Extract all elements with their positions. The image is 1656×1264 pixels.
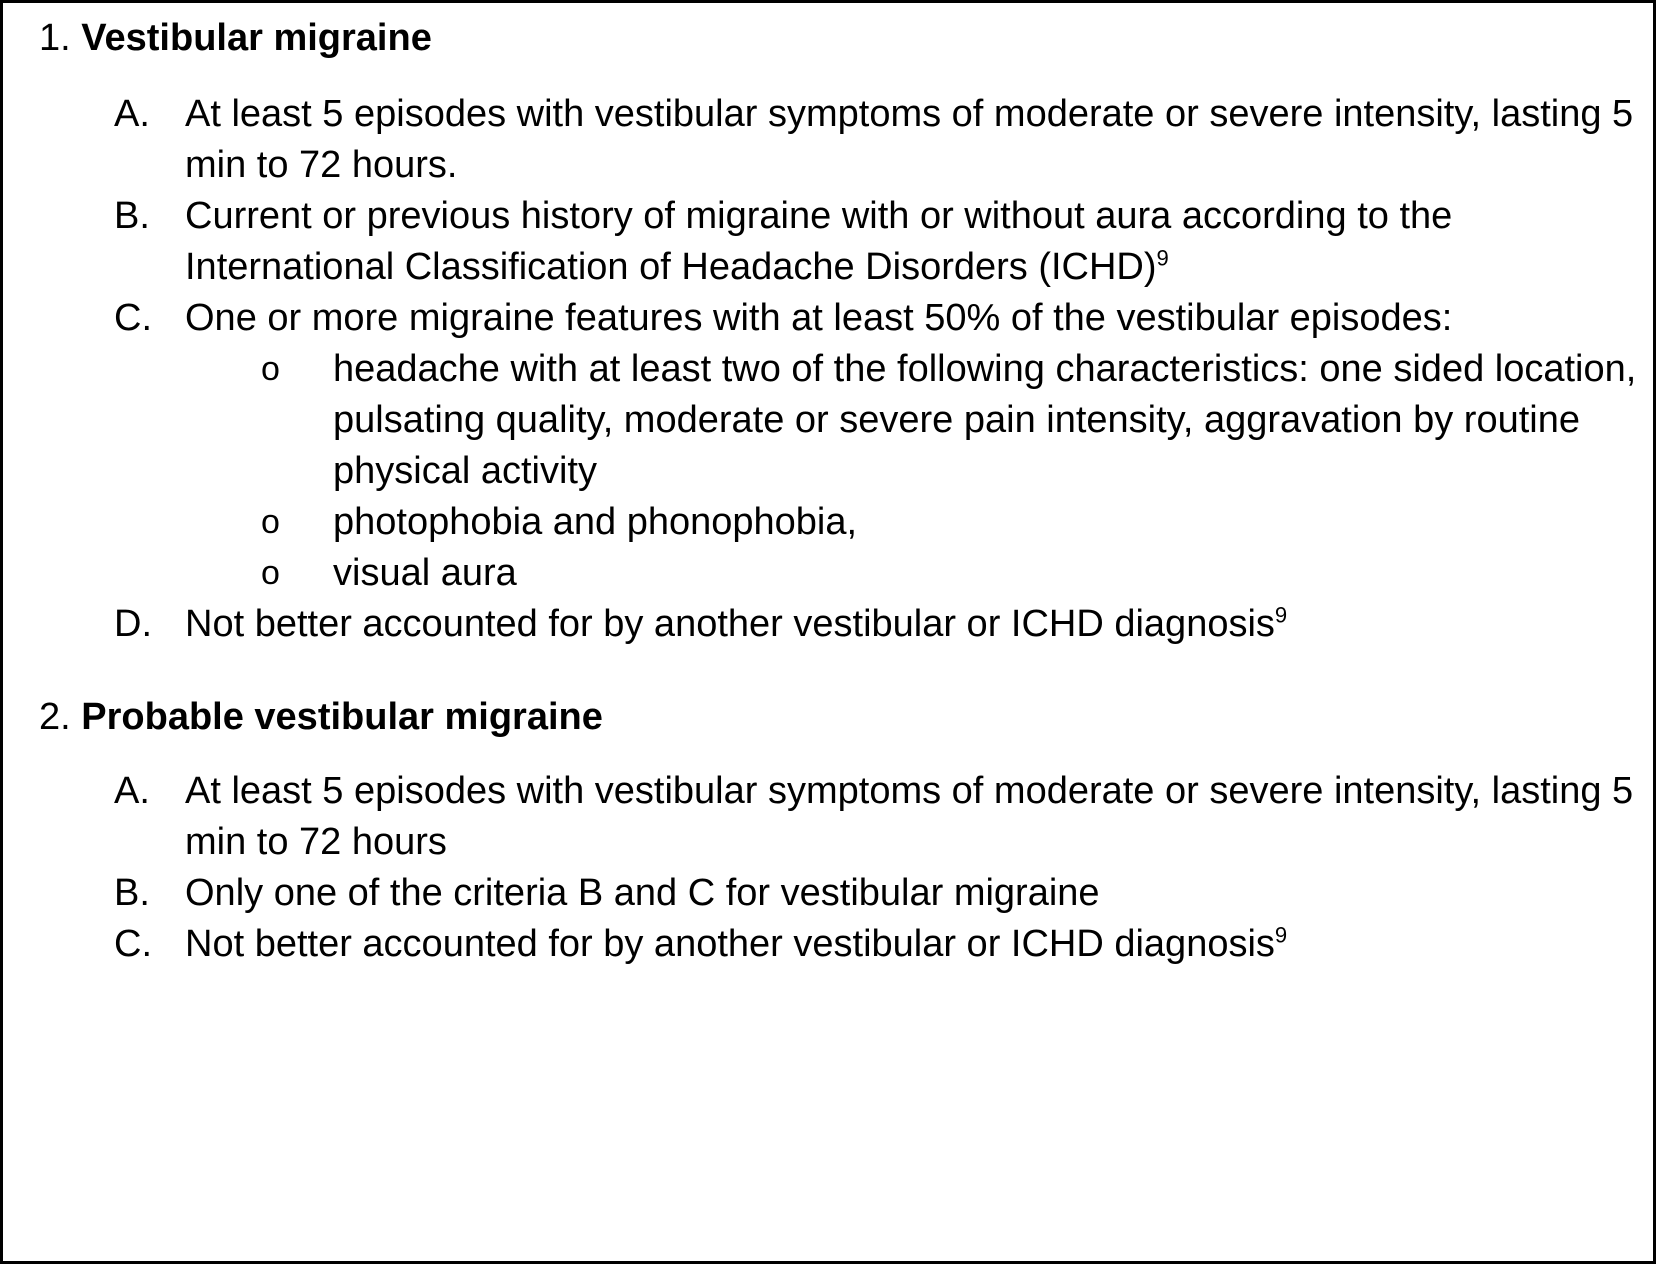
sub-list-item	[13, 344, 1643, 497]
list-item	[13, 919, 1643, 970]
list-item-text-body: Not better accounted for by another vestibular or ICHD diagnosis	[185, 923, 1275, 965]
sub-list-item	[13, 497, 1643, 548]
sub-list-item-text: photophobia and phonophobia,	[333, 501, 858, 543]
list-item	[13, 599, 1643, 650]
list-item	[13, 868, 1643, 919]
list-item-text	[185, 191, 1643, 293]
list-item	[13, 191, 1643, 293]
spacer	[13, 736, 1643, 766]
list-item-marker: A.	[114, 770, 150, 812]
list-item-marker: A.	[114, 93, 150, 135]
list-item	[13, 89, 1643, 191]
section-number-2: 2.	[39, 696, 71, 738]
list-item	[13, 766, 1643, 868]
sub-criteria-list	[185, 344, 1643, 599]
list-item-text: At least 5 episodes with vestibular symptoms of moderate or severe intensity, lasting 5 min to 72 hours	[185, 770, 1634, 863]
section-title-2: Probable vestibular migraine	[81, 696, 603, 738]
criteria-list-2	[13, 766, 1643, 970]
sub-list-item-marker: o	[261, 350, 280, 388]
spacer	[13, 57, 1643, 89]
reference-superscript: 9	[1274, 922, 1288, 948]
list-item-marker: D.	[114, 603, 152, 645]
list-item-marker: C.	[114, 923, 152, 965]
sub-list-item-text: headache with at least two of the following characteristics: one sided location, pulsating quality, moderate or severe pain intensity, aggravation by routine physical activity	[333, 348, 1637, 492]
reference-superscript: 9	[1274, 602, 1288, 628]
list-item-marker: B.	[114, 872, 150, 914]
list-item-text	[185, 599, 1643, 650]
sub-list-item-text: visual aura	[333, 552, 517, 594]
list-item-text: Only one of the criteria B and C for vestibular migraine	[185, 872, 1100, 914]
list-item-text: At least 5 episodes with vestibular symptoms of moderate or severe intensity, lasting 5 min to 72 hours.	[185, 93, 1634, 186]
sub-list-item-marker: o	[261, 554, 280, 592]
reference-superscript: 9	[1156, 245, 1169, 271]
criteria-content	[3, 3, 1653, 970]
criteria-list-1	[13, 89, 1643, 650]
list-item-text-body: Not better accounted for by another vestibular or ICHD diagnosis	[185, 603, 1275, 645]
list-item-marker: C.	[114, 297, 152, 339]
section-title-1: Vestibular migraine	[81, 17, 432, 59]
section-heading-1	[13, 19, 1643, 57]
sub-list-item-marker: o	[261, 503, 280, 541]
list-item-text	[185, 919, 1643, 970]
spacer	[13, 650, 1643, 698]
sub-list-item	[13, 548, 1643, 599]
list-item-marker: B.	[114, 195, 150, 237]
list-item-text: One or more migraine features with at least 50% of the vestibular episodes:	[185, 297, 1453, 339]
section-heading-2	[13, 698, 1643, 736]
section-number-1: 1.	[39, 17, 71, 59]
list-item-text-body: Current or previous history of migraine with or without aura according to the International Classification of Headache Disorders (ICHD)	[185, 195, 1453, 288]
list-item	[13, 293, 1643, 599]
